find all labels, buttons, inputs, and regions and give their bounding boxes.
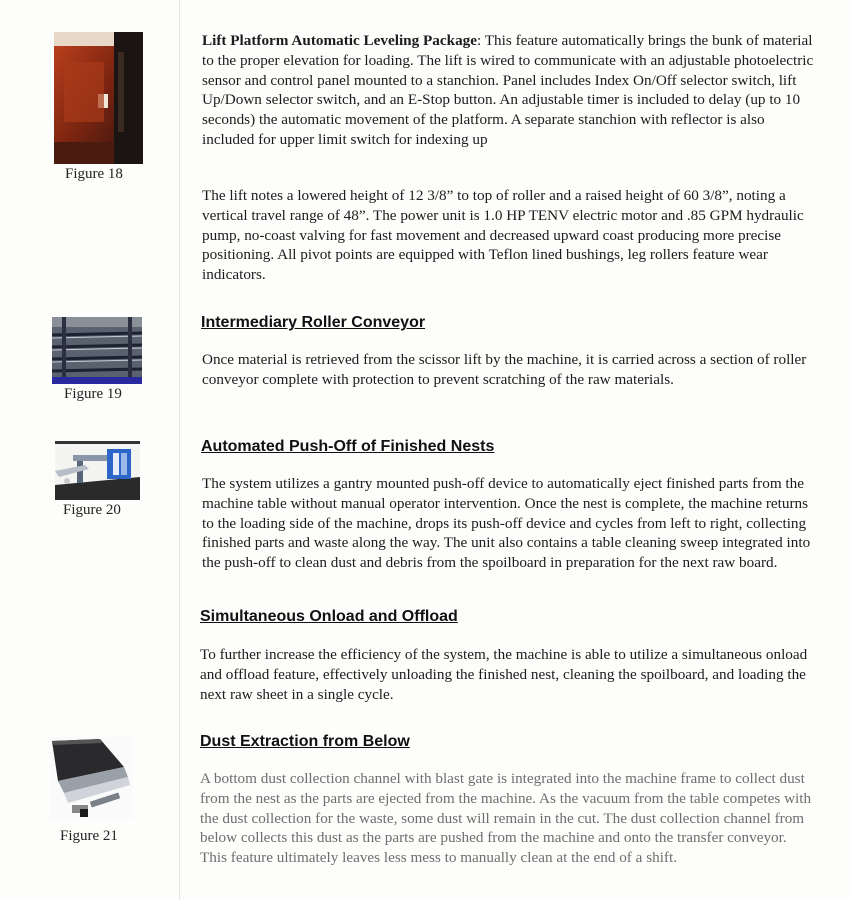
roller-conveyor-paragraph: Once material is retrieved from the scissor lift by the machine, it is carried across a section of roller conveyor complete with protection to prevent scratching of the raw materials. — [202, 351, 807, 388]
figure-20-caption: Figure 20 — [63, 502, 121, 518]
dust-extraction-heading: Dust Extraction from Below — [200, 733, 410, 750]
figure-19-photo — [52, 317, 142, 384]
column-divider — [179, 0, 180, 900]
simultaneous-heading: Simultaneous Onload and Offload — [200, 608, 458, 625]
lift-specs-paragraph: The lift notes a lowered height of 12 3/8” to top of roller and a raised height of 60 3/8”, noting a vertical travel range of 48”. The power unit is 1.0 HP TENV electric motor and .85 GPM hydraulic pump, no-coast valving for fast movement and decreased upward coast producing more precise positioning. All pivot points are equipped with Teflon lined bushings, leg rollers feature wear indicators. — [202, 187, 804, 284]
push-off-paragraph: The system utilizes a gantry mounted push-off device to automatically eject finished parts from the machine table without manual operator intervention. Once the nest is complete, the machine returns to the loading side of the machine, drops its push-off device and cycles from left to right, collecting finished parts and waste along the way. The unit also contains a table cleaning sweep integrated into the push-off to clean dust and debris from the spoilboard in preparation for the next raw board. — [202, 475, 811, 572]
figure-21-photo — [50, 737, 132, 819]
figure-21-caption: Figure 21 — [60, 828, 118, 844]
simultaneous-paragraph: To further increase the efficiency of the system, the machine is able to utilize a simultaneous onload and offload feature, effectively unloading the finished nest, cleaning the spoilboard, and loading the next raw sheet in a single cycle. — [200, 646, 808, 703]
figure-18-caption: Figure 18 — [65, 166, 123, 182]
lift-platform-body: This feature automatically brings the bunk of material to the proper elevation for loading. The lift is wired to communicate with an adjustable photoelectric sensor and control panel mounted to a stanchion. Panel includes Index On/Off selector switch, lift Up/Down selector switch, and an E-Stop button. An adjustable timer is included to delay (up to 10 seconds) the automatic movement of the platform. A separate stanchion with reflector is also included for upper limit switch for indexing up — [202, 32, 814, 148]
figure-18-photo — [54, 32, 143, 164]
lift-platform-title: Lift Platform Automatic Leveling Package — [202, 32, 478, 49]
figure-19-caption: Figure 19 — [64, 386, 122, 402]
lift-platform-paragraph — [202, 31, 817, 150]
figure-20-photo — [55, 441, 140, 500]
roller-conveyor-heading: Intermediary Roller Conveyor — [201, 314, 426, 331]
lift-platform-separator: : — [477, 32, 482, 49]
push-off-heading: Automated Push-Off of Finished Nests — [201, 438, 495, 455]
dust-extraction-paragraph: A bottom dust collection channel with blast gate is integrated into the machine frame to collect dust from the nest as the parts are ejected from the machine. As the vacuum from the table competes with the dust collection for the waste, some dust will remain in the cut. The dust collection channel from below collects this dust as the parts are pushed from the machine and onto the transfer conveyor. This feature ultimately leaves less mess to manually clean at the end of a shift. — [200, 770, 812, 867]
